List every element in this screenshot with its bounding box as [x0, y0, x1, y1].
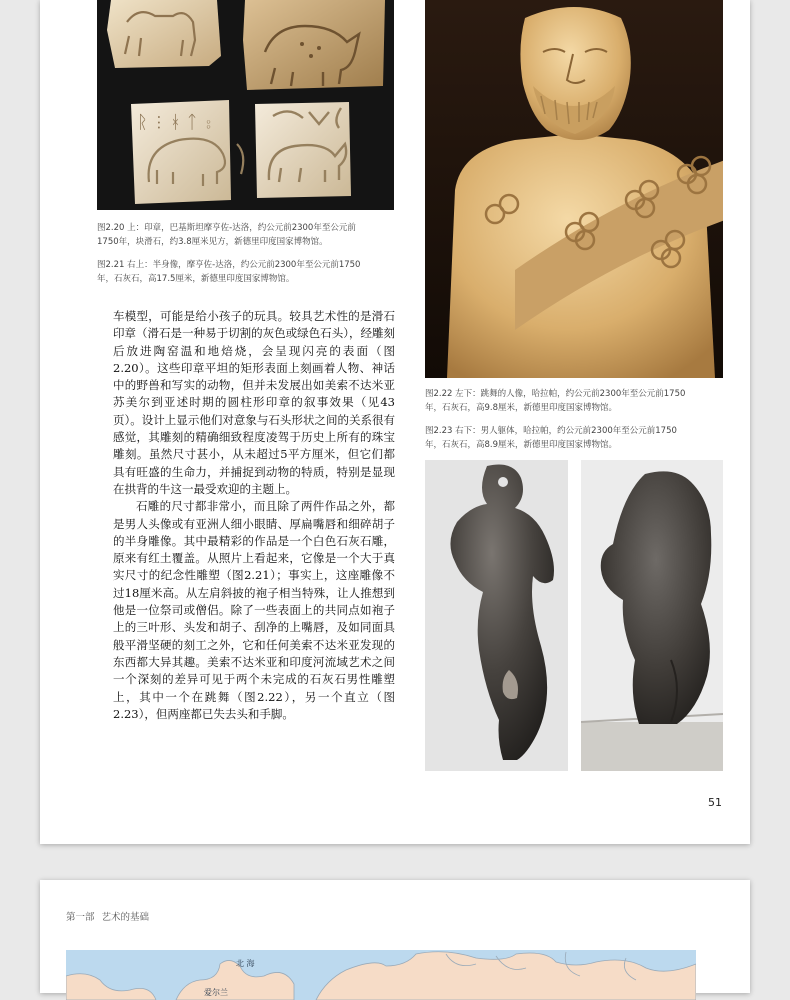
caption-fig-2-21 [97, 258, 360, 286]
caption-fig-2-20 [97, 221, 356, 249]
paragraph-1: 车模型，可能是给小孩子的玩具。较具艺术性的是滑石印章（滑石是一种易于切割的灰色或绿色石头），经雕刻后放进陶窑温和地焙烧，会呈现闪亮的表面（图2.20）。这些印章平坦的矩形表面上刻画着人物、神话中的野兽和写实的动物，但并未发展出如美索不达米亚苏美尔到亚述时期的圆柱形印章的叙事效果（见43页）。设计上显示他们对意象与石头形状之间的关系很有感觉，其雕刻的精确细致程度凌驾于历史上所有的珠宝雕刻。虽然尺寸甚小，从未超过5平方厘米，但它们都具有旺盛的生命力，并捕捉到动物的特质，特别是显现在拱背的牛这一最受欢迎的主题上。 [113, 309, 395, 496]
caption-line: 年，石灰石，高9.8厘米，新德里印度国家博物馆。 [425, 403, 618, 413]
caption-line: 图2.21 右上：半身像，摩亨佐-达洛，约公元前2300年至公元前1750 [97, 260, 361, 270]
book-page-51 [40, 0, 750, 844]
dancing-figure-photo [425, 460, 568, 771]
dancing-figure-illustration [425, 460, 568, 771]
male-torso-photo [581, 460, 723, 771]
seals-illustration [97, 0, 394, 210]
page-number: 51 [708, 796, 722, 809]
map-label-north-sea: 北 海 [236, 959, 255, 968]
body-text [113, 308, 395, 723]
bust-illustration [425, 0, 723, 378]
seal-rhinoceros [243, 0, 385, 90]
caption-line: 1750年，块滑石，约3.8厘米见方，新德里印度国家博物馆。 [97, 237, 328, 247]
caption-line: 年，石灰石，高17.5厘米，新德里印度国家博物馆。 [97, 274, 295, 284]
male-torso-illustration [581, 460, 723, 771]
paragraph-2: 石雕的尺寸都非常小，而且除了两件作品之外，都是男人头像或有亚洲人细小眼睛、厚扁嘴唇和细碎胡子的半身雕像。其中最精彩的作品是一个白色石灰石雕，原来有红土覆盖。从照片上看起来，它像是一个大于真实尺寸的纪念性雕塑（图2.21）；事实上，这座雕像不过18厘米高。从左肩斜披的袍子相当特殊，让人推想到他是一位祭司或僧侣。除了一些表面上的共同点如袍子上的三叶形、头发和胡子、刮净的上嘴唇，及如同面具般平滑坚硬的刻工之外，它和任何美索不达米亚发现的东西都大异其趣。美索不达米亚和印度河流域艺术之间一个深刻的差异可见于两个未完成的石灰石男性雕塑上，其中一个在跳舞（图2.22），另一个直立（图2.23），但两座都已失去头和手脚。 [113, 499, 395, 721]
caption-line: 图2.20 上：印章，巴基斯坦摩亨佐-达洛，约公元前2300年至公元前 [97, 223, 356, 233]
seal-zebu [107, 0, 221, 68]
male-torso-stone [601, 471, 712, 724]
caption-line: 年，石灰石，高8.9厘米，新德里印度国家博物馆。 [425, 440, 618, 450]
caption-line: 图2.23 右下：男人躯体，哈拉帕，约公元前2300年至公元前1750 [425, 426, 677, 436]
caption-fig-2-23 [425, 424, 677, 452]
part-label: 第一部 艺术的基础 [66, 912, 150, 923]
caption-line: 图2.22 左下：跳舞的人像，哈拉帕，约公元前2300年至公元前1750 [425, 389, 686, 399]
book-page-next [40, 880, 750, 997]
seals-photo [97, 0, 394, 210]
seal-script-text: ᚱ ⫶ ᚼ ᛏ ⦂ [137, 112, 214, 133]
caption-fig-2-22 [425, 387, 685, 415]
priest-king-bust-photo [425, 0, 723, 378]
map-label-place: 爱尔兰 [204, 988, 228, 997]
dancing-figure-stone [450, 465, 554, 761]
